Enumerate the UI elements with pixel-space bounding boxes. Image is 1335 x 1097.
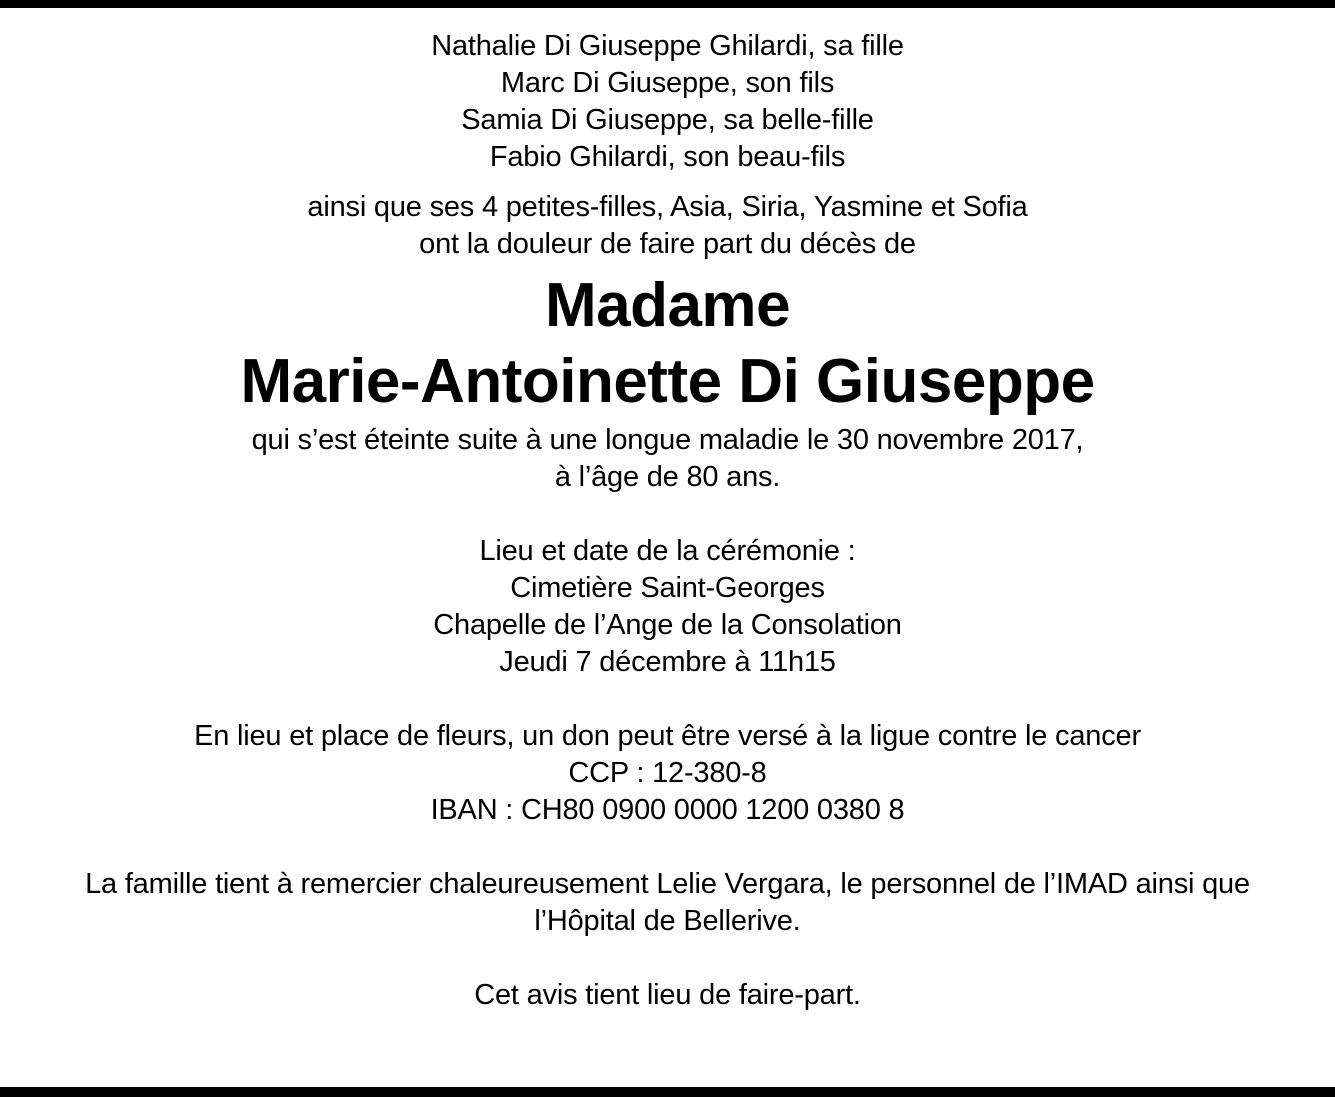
- closing-text: [0, 977, 1335, 1014]
- ccp-number: CCP : 12-380-8: [568, 757, 767, 789]
- announcement-text: [0, 189, 1335, 263]
- closing-line: Cet avis tient lieu de faire-part.: [474, 979, 861, 1011]
- deceased-name-block: [0, 268, 1335, 420]
- ceremony-datetime: Jeudi 7 décembre à 11h15: [499, 646, 836, 678]
- deceased-name: Marie-Antoinette Di Giuseppe: [240, 347, 1095, 416]
- death-details: [0, 422, 1335, 496]
- thanks-line: l’Hôpital de Bellerive.: [534, 905, 801, 937]
- announcement-line: ont la douleur de faire part du décès de: [419, 228, 916, 260]
- death-date-line: qui s’est éteinte suite à une longue maladie le 30 novembre 2017,: [251, 424, 1084, 456]
- ceremony-chapel: Chapelle de l’Ange de la Consolation: [433, 609, 902, 641]
- age-line: à l’âge de 80 ans.: [554, 461, 781, 493]
- family-member: Nathalie Di Giuseppe Ghilardi, sa fille: [431, 30, 904, 62]
- ceremony-cemetery: Cimetière Saint-Georges: [510, 572, 825, 604]
- family-list: [0, 28, 1335, 176]
- donation-line: En lieu et place de fleurs, un don peut être versé à la ligue contre le cancer: [194, 720, 1141, 752]
- top-border-rule: [0, 0, 1335, 8]
- obituary-notice: [0, 28, 1335, 1014]
- thanks-line: La famille tient à remercier chaleureusement Lelie Vergara, le personnel de l’IMAD ainsi que: [85, 868, 1250, 900]
- family-member: Fabio Ghilardi, son beau-fils: [489, 141, 846, 173]
- thanks-text: [0, 866, 1335, 940]
- bottom-border-rule: [0, 1087, 1335, 1097]
- donation-info: [0, 718, 1335, 829]
- family-member: Samia Di Giuseppe, sa belle-fille: [461, 104, 874, 136]
- family-member: Marc Di Giuseppe, son fils: [500, 67, 835, 99]
- ceremony-info: [0, 533, 1335, 681]
- grandchildren-line: ainsi que ses 4 petites-filles, Asia, Siria, Yasmine et Sofia: [307, 191, 1028, 223]
- deceased-title: Madame: [544, 271, 791, 340]
- iban-number: IBAN : CH80 0900 0000 1200 0380 8: [430, 794, 905, 826]
- ceremony-heading: Lieu et date de la cérémonie :: [479, 535, 856, 567]
